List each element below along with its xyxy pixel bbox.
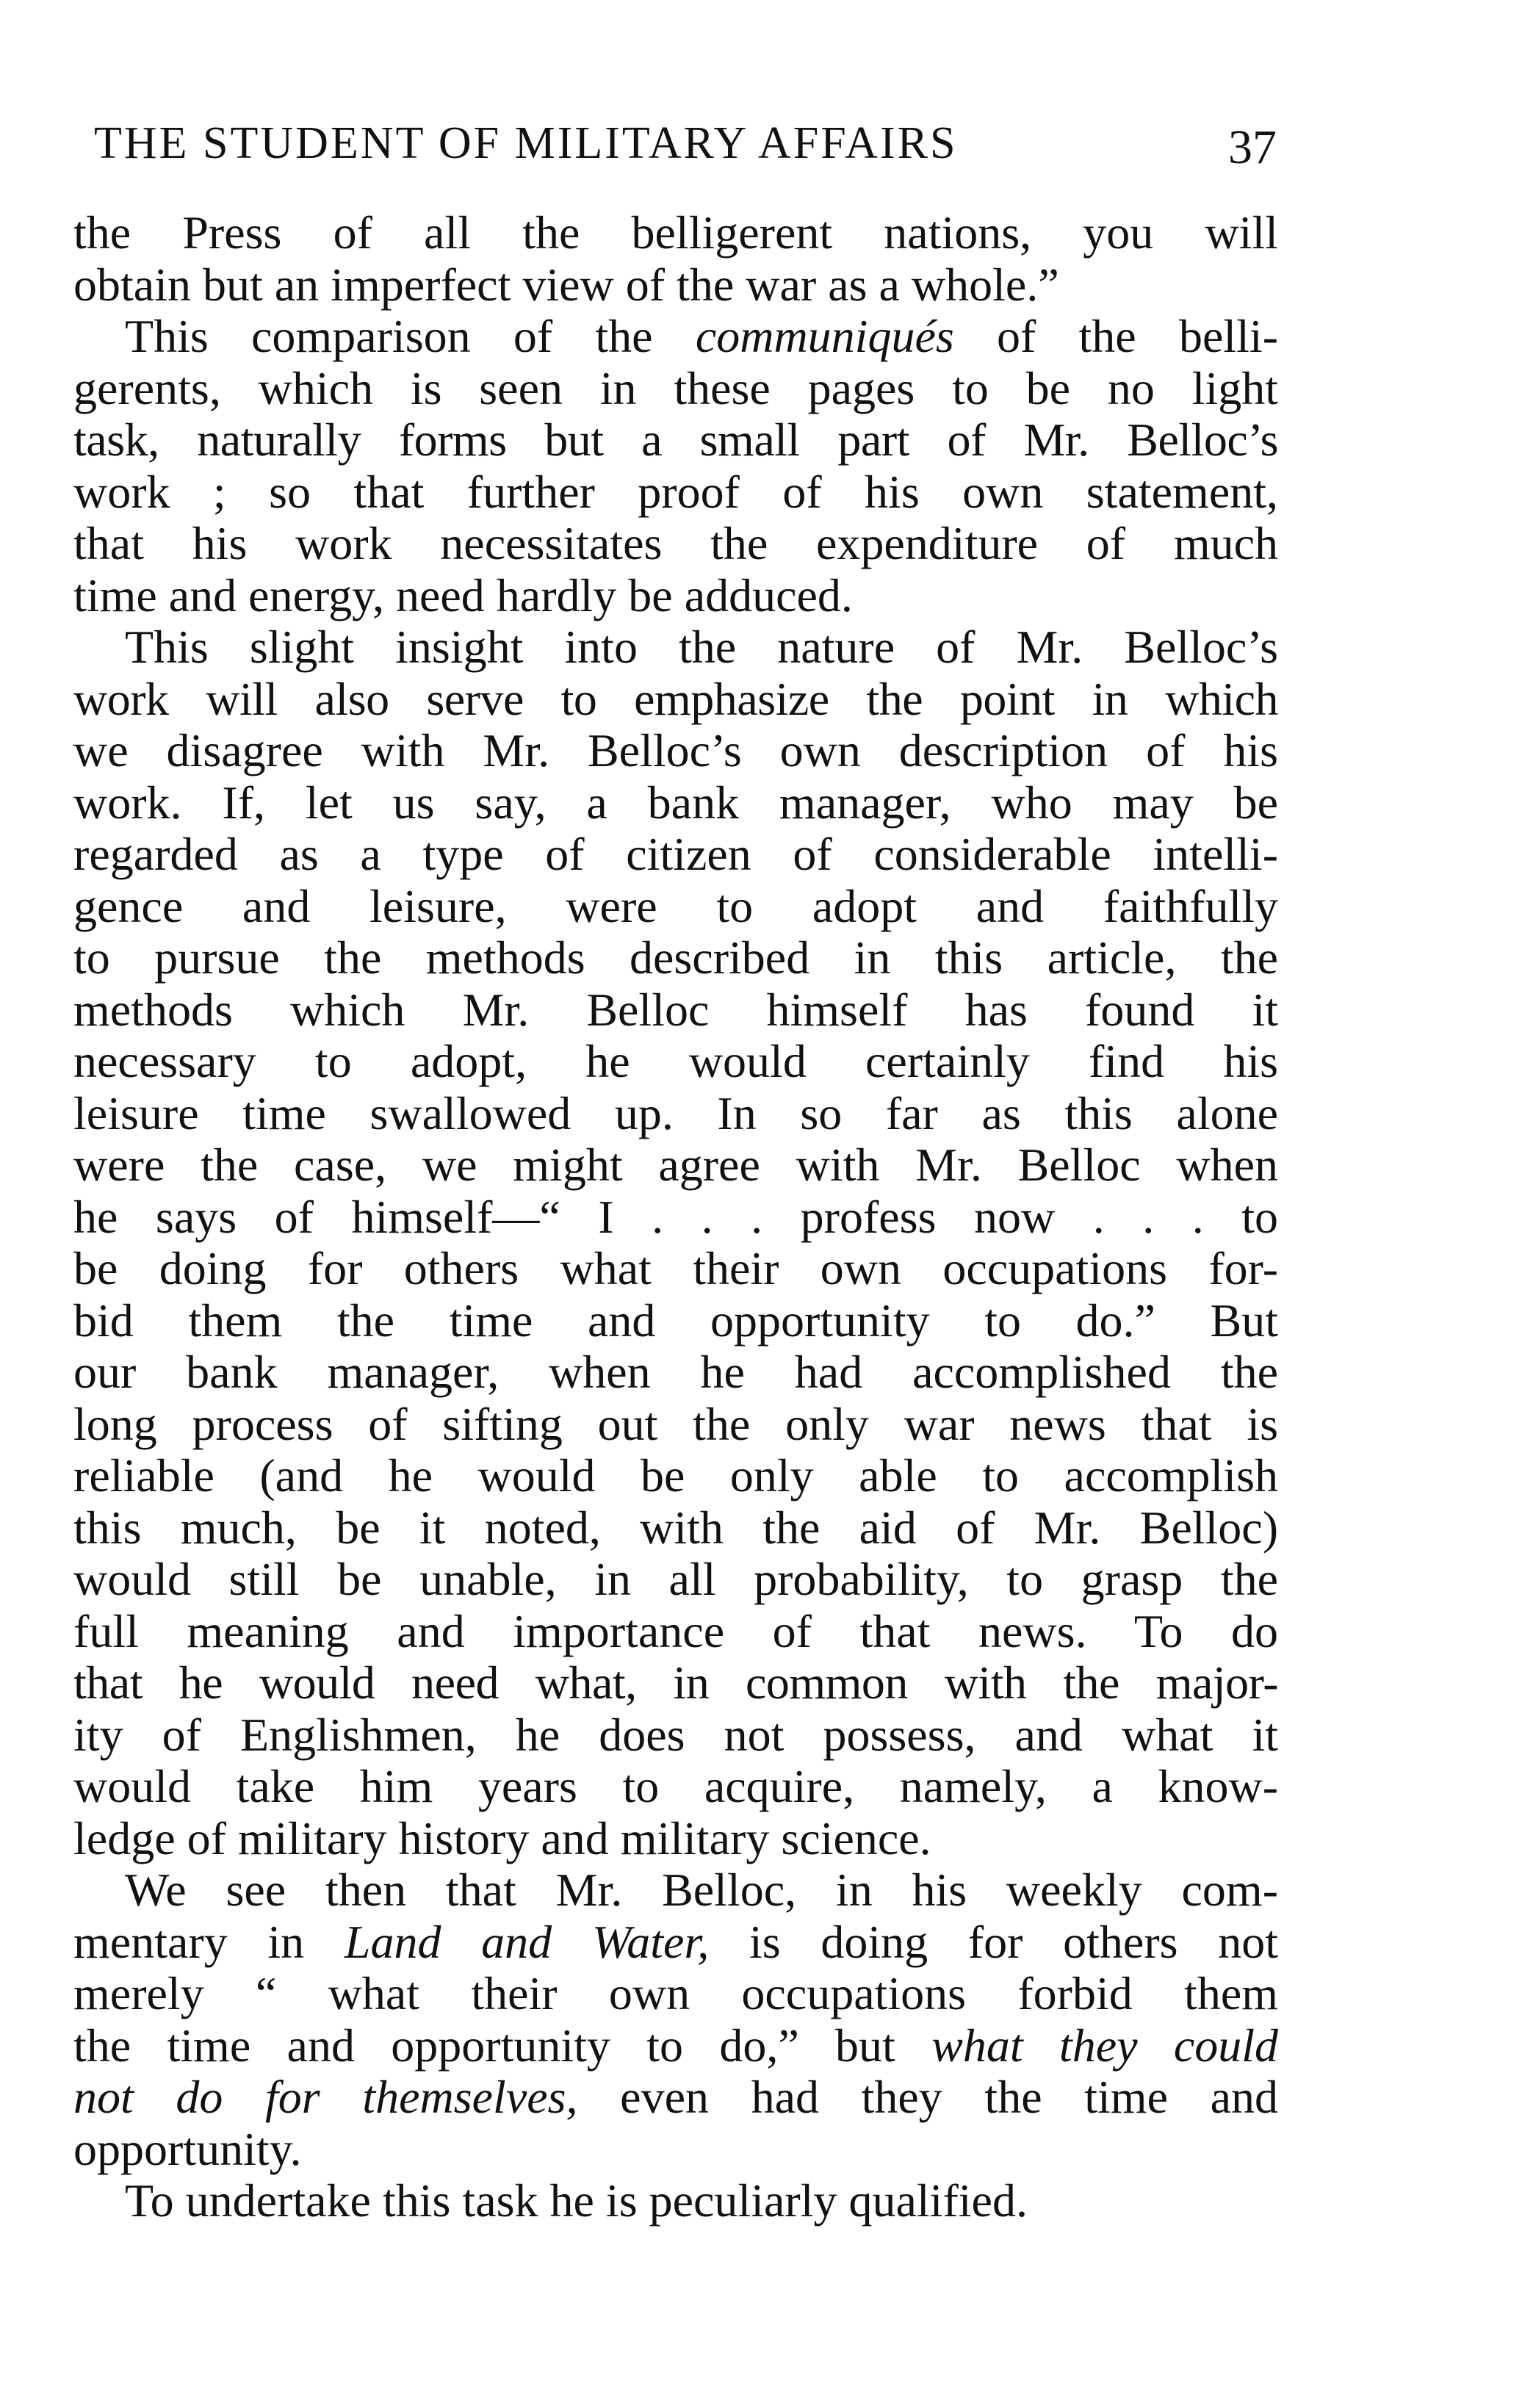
text-line: task, naturally forms but a small part of Mr. Belloc’s xyxy=(73,414,1278,466)
text-line: full meaning and importance of that news. To do xyxy=(73,1605,1278,1657)
italic-text-run: Land and Water, xyxy=(344,1916,710,1968)
text-line: to pursue the methods described in this article, the xyxy=(73,932,1278,984)
text-line: obtain but an imperfect view of the war as a whole.” xyxy=(73,259,1059,311)
text-line xyxy=(73,1917,1278,1969)
text-line: we disagree with Mr. Belloc’s own description of his xyxy=(73,725,1278,776)
text-line: time and energy, need hardly be adduced. xyxy=(73,569,853,621)
running-title: THE STUDENT OF MILITARY AFFAIRS xyxy=(94,118,958,168)
italic-text-run: not do for themselves, xyxy=(73,2072,578,2123)
page-number: 37 xyxy=(1228,120,1277,174)
text-line xyxy=(73,2072,1278,2124)
page-body xyxy=(73,207,1278,2227)
text-run: This comparison of the xyxy=(125,311,696,362)
text-run: is doing for others not xyxy=(709,1916,1278,1968)
text-line: methods which Mr. Belloc himself has found it xyxy=(73,984,1278,1036)
paragraph-start-line: To undertake this task he is peculiarly qualified. xyxy=(125,2175,1028,2227)
text-run: even had they the time and xyxy=(577,2072,1278,2123)
italic-text-run: communiqués xyxy=(695,311,954,362)
text-line: the Press of all the belligerent nations, you will xyxy=(73,207,1278,259)
running-header xyxy=(94,110,1277,176)
text-line: reliable (and he would be only able to accomplish xyxy=(73,1450,1278,1502)
text-line: gerents, which is seen in these pages to be no light xyxy=(73,362,1278,414)
text-line: leisure time swallowed up. In so far as this alone xyxy=(73,1087,1278,1139)
text-line: regarded as a type of citizen of considerable intelli- xyxy=(73,829,1278,880)
text-line: work. If, let us say, a bank manager, who may be xyxy=(73,776,1278,829)
text-run: of the belli- xyxy=(953,311,1278,362)
text-line: work will also serve to emphasize the point in which xyxy=(73,673,1278,725)
text-line: gence and leisure, were to adopt and faithfully xyxy=(73,880,1278,932)
text-line: ledge of military history and military science. xyxy=(73,1812,931,1864)
text-line: bid them the time and opportunity to do.” But xyxy=(73,1294,1278,1347)
text-line: be doing for others what their own occupations for- xyxy=(73,1243,1278,1294)
text-line: were the case, we might agree with Mr. Belloc when xyxy=(73,1139,1278,1191)
text-line: that he would need what, in common with the major- xyxy=(73,1657,1278,1709)
text-line: necessary to adopt, he would certainly find his xyxy=(73,1036,1278,1087)
italic-text-run: what they could xyxy=(931,2019,1278,2072)
text-run: mentary in xyxy=(73,1916,345,1968)
text-run: the time and opportunity to do,” but xyxy=(73,2019,932,2072)
text-line: merely “ what their own occupations forbid them xyxy=(73,1968,1278,2019)
text-line: opportunity. xyxy=(73,2123,302,2175)
text-line: this much, be it noted, with the aid of Mr. Belloc) xyxy=(73,1502,1278,1554)
text-line: would take him years to acquire, namely, a know- xyxy=(73,1761,1278,1812)
text-line: that his work necessitates the expenditure of much xyxy=(73,518,1278,569)
paragraph-start-line: We see then that Mr. Belloc, in his weekly com- xyxy=(125,1864,1278,1916)
text-line: he says of himself—“ I . . . profess now . . . to xyxy=(73,1191,1278,1243)
paragraph-start-line xyxy=(73,311,1278,363)
paragraph-start-line: This slight insight into the nature of Mr. Belloc’s xyxy=(125,621,1278,673)
text-line: long process of sifting out the only war news that is xyxy=(73,1398,1278,1450)
text-line xyxy=(73,2020,1278,2072)
text-line: would still be unable, in all probability, to grasp the xyxy=(73,1554,1278,1605)
text-line: ity of Englishmen, he does not possess, and what it xyxy=(73,1709,1278,1761)
text-line: work ; so that further proof of his own statement, xyxy=(73,466,1278,518)
text-line: our bank manager, when he had accomplished the xyxy=(73,1347,1278,1398)
